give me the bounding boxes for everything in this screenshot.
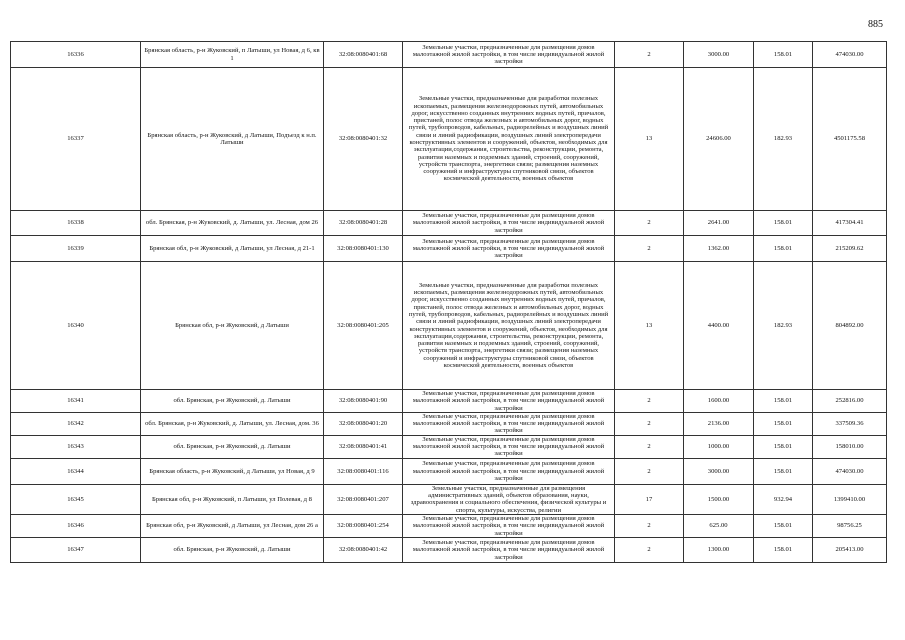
cell-area: 1300.00 <box>684 537 754 562</box>
cell-area: 24606.00 <box>684 68 754 211</box>
cell-address: Брянская обл, р-н Жуковский, п Латыши, ул Полевая, д 8 <box>141 484 324 514</box>
cell-area: 1000.00 <box>684 435 754 458</box>
cell-use-group: 13 <box>615 262 684 390</box>
cell-record-id: 16342 <box>11 412 141 435</box>
table-row <box>11 484 887 514</box>
cell-use-group: 13 <box>615 68 684 211</box>
cell-address: обл. Брянская, р-н Жуковский, д. Латыши, ул. Лесная, дом. 36 <box>141 412 324 435</box>
cell-cadastral-number: 32:08:0080401:41 <box>324 435 403 458</box>
cell-area: 1362.00 <box>684 236 754 262</box>
cell-address: обл. Брянская, р-н Жуковский, д. Латыши, ул. Лесная, дом 26 <box>141 211 324 236</box>
cell-record-id: 16339 <box>11 236 141 262</box>
cell-address: Брянская область, р-н Жуковский, д Латыши, Подъезд к н.п. Латыши <box>141 68 324 211</box>
cell-use-group: 17 <box>615 484 684 514</box>
cell-cadastral-number: 32:08:0080401:205 <box>324 262 403 390</box>
table-row <box>11 262 887 390</box>
cell-specific-value: 182.93 <box>754 262 813 390</box>
cell-record-id: 16340 <box>11 262 141 390</box>
cell-cadastral-value: 804892.00 <box>813 262 887 390</box>
cell-cadastral-number: 32:08:0080401:32 <box>324 68 403 211</box>
cell-specific-value: 158.01 <box>754 412 813 435</box>
cell-permitted-use: Земельные участки, предназначенные для размещения домов малоэтажной жилой застройки, в том числе индивидуальной жилой застройки <box>403 458 615 484</box>
cell-area: 3000.00 <box>684 42 754 68</box>
cell-use-group: 2 <box>615 236 684 262</box>
cell-area: 3000.00 <box>684 458 754 484</box>
cell-area: 1600.00 <box>684 390 754 413</box>
cell-specific-value: 158.01 <box>754 514 813 537</box>
cell-permitted-use: Земельные участки, предназначенные для размещения административных зданий, объектов образования, науки, здравоохранения и социального обеспечения, физической культуры и спорта, культуры, искусства, религии <box>403 484 615 514</box>
cell-cadastral-value: 215209.62 <box>813 236 887 262</box>
cell-use-group: 2 <box>615 42 684 68</box>
cell-cadastral-number: 32:08:0080401:130 <box>324 236 403 262</box>
table-row <box>11 68 887 211</box>
page-number: 885 <box>868 19 883 30</box>
cell-permitted-use: Земельные участки, предназначенные для разработки полезных ископаемых, размещения железнодорожных путей, автомобильных дорог, искусственно созданных внутренних водных путей, причалов, пристаней, полос отвода железных и автомобильных дорог, водных путей, трубопроводов, кабельных, радиорелейных и воздушных линий связи и линий радиофикации, воздушных линий электропередачи конструктивных элементов и сооружений, объектов, необходимых для эксплуатации,содержания, строительства, реконструкции, ремонта, развития наземных и подземных зданий, строений, сооружений, устройств транспорта, энергетики связи; размещения наземных сооружений и инфраструктуры спутниковой связи, объектов космической деятельности, военных объектов <box>403 262 615 390</box>
cell-area: 2136.00 <box>684 412 754 435</box>
cell-cadastral-number: 32:08:0080401:90 <box>324 390 403 413</box>
cell-permitted-use: Земельные участки, предназначенные для размещения домов малоэтажной жилой застройки, в том числе индивидуальной жилой застройки <box>403 236 615 262</box>
cell-use-group: 2 <box>615 412 684 435</box>
cell-address: Брянская обл, р-н Жуковский, д Латыши <box>141 262 324 390</box>
cell-cadastral-value: 474030.00 <box>813 458 887 484</box>
table-row <box>11 537 887 562</box>
table-row <box>11 236 887 262</box>
cell-record-id: 16337 <box>11 68 141 211</box>
cell-permitted-use: Земельные участки, предназначенные для размещения домов малоэтажной жилой застройки, в том числе индивидуальной жилой застройки <box>403 435 615 458</box>
cell-record-id: 16345 <box>11 484 141 514</box>
cell-use-group: 2 <box>615 458 684 484</box>
cell-area: 2641.00 <box>684 211 754 236</box>
cell-cadastral-value: 1399410.00 <box>813 484 887 514</box>
cell-record-id: 16336 <box>11 42 141 68</box>
table-row <box>11 458 887 484</box>
table-row <box>11 211 887 236</box>
cell-use-group: 2 <box>615 537 684 562</box>
cell-cadastral-value: 205413.00 <box>813 537 887 562</box>
cell-use-group: 2 <box>615 390 684 413</box>
cell-cadastral-number: 32:08:0080401:42 <box>324 537 403 562</box>
cell-specific-value: 158.01 <box>754 236 813 262</box>
cell-permitted-use: Земельные участки, предназначенные для размещения домов малоэтажной жилой застройки, в том числе индивидуальной жилой застройки <box>403 514 615 537</box>
cell-area: 4400.00 <box>684 262 754 390</box>
cell-cadastral-value: 98756.25 <box>813 514 887 537</box>
cell-record-id: 16347 <box>11 537 141 562</box>
cell-specific-value: 158.01 <box>754 211 813 236</box>
cell-specific-value: 158.01 <box>754 42 813 68</box>
cell-cadastral-number: 32:08:0080401:68 <box>324 42 403 68</box>
cell-permitted-use: Земельные участки, предназначенные для размещения домов малоэтажной жилой застройки, в том числе индивидуальной жилой застройки <box>403 42 615 68</box>
cell-use-group: 2 <box>615 211 684 236</box>
cell-permitted-use: Земельные участки, предназначенные для размещения домов малоэтажной жилой застройки, в том числе индивидуальной жилой застройки <box>403 537 615 562</box>
cell-cadastral-value: 252816.00 <box>813 390 887 413</box>
cell-cadastral-value: 474030.00 <box>813 42 887 68</box>
table-body <box>11 42 887 563</box>
table-row <box>11 435 887 458</box>
cell-permitted-use: Земельные участки, предназначенные для разработки полезных ископаемых, размещения железнодорожных путей, автомобильных дорог, искусственно созданных внутренних водных путей, причалов, пристаней, полос отвода железных и автомобильных дорог, водных путей, трубопроводов, кабельных, радиорелейных и воздушных линий связи и линий радиофикации, воздушных линий электропередачи конструктивных элементов и сооружений, объектов, необходимых для эксплуатации,содержания, строительства, реконструкции, ремонта, развития наземных и подземных зданий, строений, сооружений, устройств транспорта, энергетики связи; размещения наземных сооружений и инфраструктуры спутниковой связи, объектов космической деятельности, военных объектов <box>403 68 615 211</box>
cell-record-id: 16344 <box>11 458 141 484</box>
cell-specific-value: 158.01 <box>754 537 813 562</box>
cell-area: 1500.00 <box>684 484 754 514</box>
land-valuation-table <box>10 41 887 563</box>
cell-record-id: 16343 <box>11 435 141 458</box>
table-row <box>11 390 887 413</box>
cell-specific-value: 158.01 <box>754 390 813 413</box>
cell-address: обл. Брянская, р-н Жуковский, д. Латыши <box>141 537 324 562</box>
cell-permitted-use: Земельные участки, предназначенные для размещения домов малоэтажной жилой застройки, в том числе индивидуальной жилой застройки <box>403 412 615 435</box>
cell-cadastral-value: 337509.36 <box>813 412 887 435</box>
cell-address: Брянская обл, р-н Жуковский, д Латыши, ул Лесная, д 21-1 <box>141 236 324 262</box>
cell-record-id: 16338 <box>11 211 141 236</box>
table-row <box>11 412 887 435</box>
cell-record-id: 16341 <box>11 390 141 413</box>
cell-cadastral-value: 4501175.58 <box>813 68 887 211</box>
cell-address: Брянская область, р-н Жуковский, д Латыши, ул Новая, д 9 <box>141 458 324 484</box>
cell-cadastral-value: 417304.41 <box>813 211 887 236</box>
cell-permitted-use: Земельные участки, предназначенные для размещения домов малоэтажной жилой застройки, в том числе индивидуальной жилой застройки <box>403 211 615 236</box>
cell-cadastral-number: 32:08:0080401:207 <box>324 484 403 514</box>
cell-specific-value: 158.01 <box>754 458 813 484</box>
cell-cadastral-value: 158010.00 <box>813 435 887 458</box>
cell-cadastral-number: 32:08:0080401:116 <box>324 458 403 484</box>
cell-record-id: 16346 <box>11 514 141 537</box>
cell-permitted-use: Земельные участки, предназначенные для размещения домов малоэтажной жилой застройки, в том числе индивидуальной жилой застройки <box>403 390 615 413</box>
cell-specific-value: 158.01 <box>754 435 813 458</box>
cell-address: обл. Брянская, р-н Жуковский, д. Латыши <box>141 435 324 458</box>
cell-address: обл. Брянская, р-н Жуковский, д. Латыши <box>141 390 324 413</box>
cell-use-group: 2 <box>615 514 684 537</box>
cell-specific-value: 182.93 <box>754 68 813 211</box>
cell-cadastral-number: 32:08:0080401:254 <box>324 514 403 537</box>
cell-area: 625.00 <box>684 514 754 537</box>
cell-use-group: 2 <box>615 435 684 458</box>
cell-cadastral-number: 32:08:0080401:28 <box>324 211 403 236</box>
cell-address: Брянская область, р-н Жуковский, п Латыши, ул Новая, д 6, кв 1 <box>141 42 324 68</box>
table-row <box>11 42 887 68</box>
cell-specific-value: 932.94 <box>754 484 813 514</box>
cell-address: Брянская обл, р-н Жуковский, д Латыши, ул Лесная, дом 26 а <box>141 514 324 537</box>
table-row <box>11 514 887 537</box>
cell-cadastral-number: 32:08:0080401:20 <box>324 412 403 435</box>
